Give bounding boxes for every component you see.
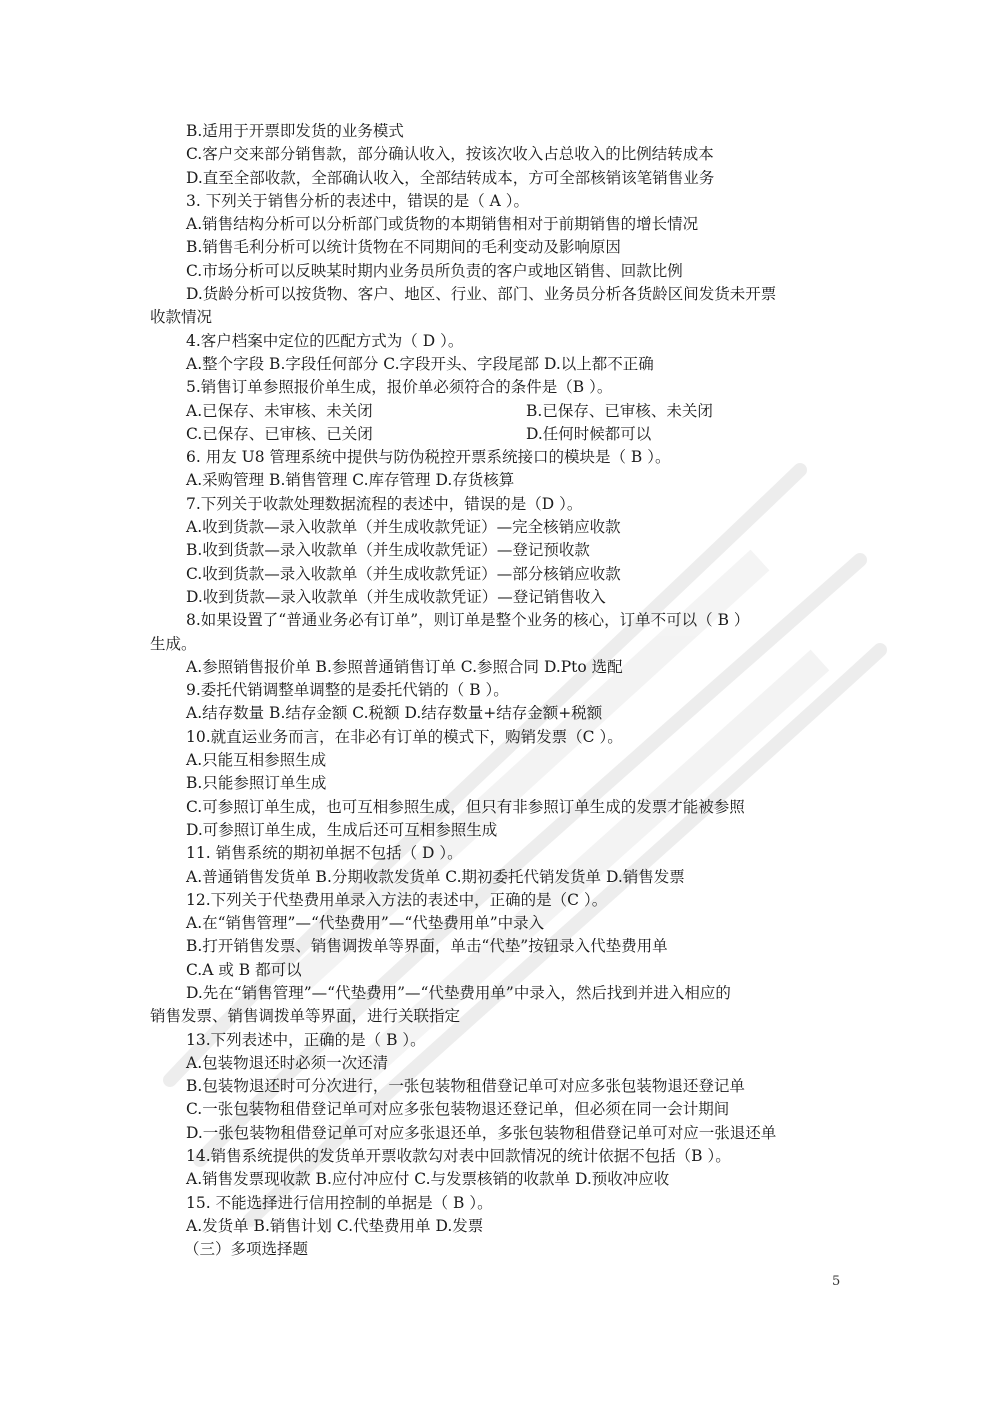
text-line: A.包装物退还时必须一次还清 [186,1053,389,1072]
document-body [150,120,850,1262]
question-5: 5.销售订单参照报价单生成，报价单必须符合的条件是（B ）。 [186,378,613,397]
text-line: B.收到货款—录入收款单（并生成收款凭证）—登记预收款 [186,541,590,560]
text-line: A.收到货款—录入收款单（并生成收款凭证）—完全核销应收款 [186,518,621,537]
option-c: C.已保存、已审核、已关闭 [186,424,373,443]
text-line: D.收到货款—录入收款单（并生成收款凭证）—登记销售收入 [186,587,606,606]
question-11: 11. 销售系统的期初单据不包括（ D ）。 [186,844,463,863]
section-heading: （三）多项选择题 [184,1240,309,1259]
text-line: B.打开销售发票、销售调拨单等界面，单击“代垫”按钮录入代垫费用单 [186,937,668,956]
text-line: A.销售发票现收款 B.应付冲应付 C.与发票核销的收款单 D.预收冲应收 [186,1170,670,1189]
question-8: 8.如果设置了“普通业务必有订单”，则订单是整个业务的核心，订单不可以（ B ） [186,611,750,630]
option-a: A.已保存、未审核、未关闭 [186,401,373,420]
text-line: B.销售毛利分析可以统计货物在不同期间的毛利变动及影响原因 [186,238,621,257]
text-line: B.适用于开票即发货的业务模式 [186,122,404,140]
question-7: 7.下列关于收款处理数据流程的表述中，错误的是（D ）。 [186,494,583,513]
text-line: A.发货单 B.销售计划 C.代垫费用单 D.发票 [186,1216,484,1235]
text-line: C.收到货款—录入收款单（并生成收款凭证）—部分核销应收款 [186,564,621,583]
group-a [150,120,850,283]
text-line: D.货龄分析可以按货物、客户、地区、行业、部门、业务员分析各货龄区间发货未开票 [186,285,777,304]
text-line: B.包装物退还时可分次进行，一张包装物租借登记单可对应多张包装物退还登记单 [186,1077,745,1096]
page-number: 5 [832,1274,841,1289]
option-d: D.任何时候都可以 [526,424,652,443]
text-line: A.结存数量 B.结存金额 C.税额 D.结存数量+结存金额+税额 [186,704,603,723]
text-line: A.销售结构分析可以分析部门或货物的本期销售相对于前期销售的增长情况 [186,215,699,234]
question-4-options: A.整个字段 B.字段任何部分 C.字段开头、字段尾部 D.以上都不正确 [186,354,654,373]
question-5-options-row [150,400,850,423]
group-d [150,1029,850,1239]
text-line: A.采购管理 B.销售管理 C.库存管理 D.存货核算 [186,471,515,490]
question-10: 10.就直运业务而言，在非必有订单的模式下，购销发票（C ）。 [186,727,623,746]
text-line-continuation: 收款情况 [150,308,213,327]
group-b [150,446,850,609]
text-line: C.客户交来部分销售款，部分确认收入，按该次收入占总收入的比例结转成本 [186,145,714,164]
text-line: C.可参照订单生成，也可互相参照生成，但只有非参照订单生成的发票才能被参照 [186,797,745,816]
question-3: 3. 下列关于销售分析的表述中，错误的是（ A ）。 [186,191,530,210]
text-line: C.A 或 B 都可以 [186,960,302,979]
text-line: C.一张包装物租借登记单可对应多张包装物退还登记单，但必须在同一会计期间 [186,1100,730,1119]
text-line: D.一张包装物租借登记单可对应多张退还单，多张包装物租借登记单可对应一张退还单 [186,1123,777,1142]
text-line: B.只能参照订单生成 [186,774,327,793]
text-line: D.可参照订单生成，生成后还可互相参照生成 [186,820,498,839]
question-9: 9.委托代销调整单调整的是委托代销的（ B ）。 [186,681,509,700]
text-line-continuation: 销售发票、销售调拨单等界面，进行关联指定 [150,1007,461,1026]
question-5-options-row [150,423,850,446]
question-13: 13.下列表述中，正确的是（ B ）。 [186,1030,426,1049]
text-line: A.参照销售报价单 B.参照普通销售订单 C.参照合同 D.Pto 选配 [186,657,623,676]
question-4: 4.客户档案中定位的匹配方式为（ D ）。 [186,331,464,350]
text-line: A.普通销售发货单 B.分期收款发货单 C.期初委托代销发货单 D.销售发票 [186,867,685,886]
text-line-continuation: 生成。 [150,634,197,653]
text-line: D.直至全部收款，全部确认收入，全部结转成本，方可全部核销该笔销售业务 [186,168,715,187]
text-line: A.只能互相参照生成 [186,751,327,770]
text-line: C.市场分析可以反映某时期内业务员所负责的客户或地区销售、回款比例 [186,261,683,280]
question-15: 15. 不能选择进行信用控制的单据是（ B ）。 [186,1193,493,1212]
question-12: 12.下列关于代垫费用单录入方法的表述中，正确的是（C ）。 [186,890,608,909]
text-line: A.在“销售管理”—“代垫费用”—“代垫费用单”中录入 [186,914,545,933]
question-6: 6. 用友 U8 管理系统中提供与防伪税控开票系统接口的模块是（ B ）。 [186,448,671,467]
group-c [150,656,850,982]
option-b: B.已保存、已审核、未关闭 [526,401,713,420]
text-line: D.先在“销售管理”—“代垫费用”—“代垫费用单”中录入，然后找到并进入相应的 [186,983,731,1002]
question-14: 14.销售系统提供的发货单开票收款勾对表中回款情况的统计依据不包括（B ）。 [186,1147,731,1166]
